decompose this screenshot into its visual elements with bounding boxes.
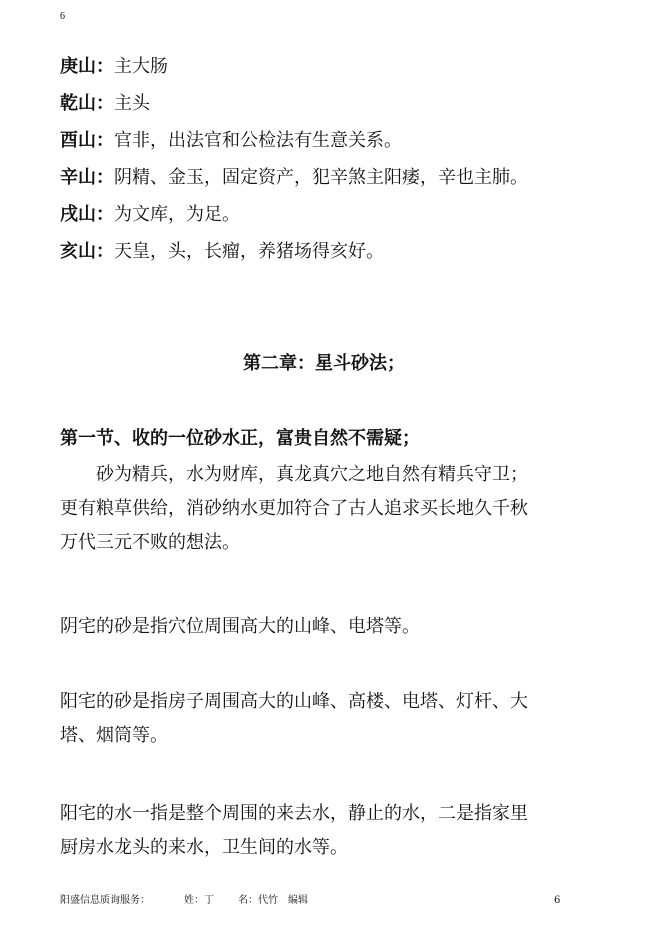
footer-page-number: 6: [554, 895, 561, 906]
entry-key: 酉山：: [60, 130, 114, 151]
entry-xu-shan: [60, 203, 240, 227]
entry-text: 阴精、金玉，固定资产，犯辛煞主阳痿，辛也主肺。: [114, 167, 528, 188]
entry-key: 亥山：: [60, 241, 114, 262]
entry-you-shan: [60, 129, 402, 153]
chapter-title: 第二章：星斗砂法；: [243, 353, 405, 374]
entry-text: 天皇，头，长瘤，养猪场得亥好。: [114, 241, 384, 262]
paragraph-line: 厨房水龙头的来水，卫生间的水等。: [60, 837, 348, 858]
entry-text: 为文库，为足。: [114, 204, 240, 225]
footer-service: 阳盛信息质询服务：: [60, 895, 150, 906]
paragraph-yin-house-sand: [60, 610, 580, 644]
paragraph-line: 万代三元不败的想法。: [60, 532, 240, 553]
paragraph-line: 阳宅的砂是指房子周围高大的山峰、高楼、电塔、灯杆、大: [60, 691, 528, 712]
entry-xin-shan: [60, 166, 528, 190]
paragraph-line: 塔、烟筒等。: [60, 725, 168, 746]
header-page-number: 6: [60, 11, 65, 22]
section-title: 第一节、收的一位砂水正，富贵自然不需疑；: [60, 428, 420, 449]
paragraph-yang-house-sand: [60, 685, 580, 753]
entry-key: 乾山：: [60, 93, 114, 114]
paragraph-intro: [60, 458, 580, 560]
paragraph-yang-house-water: [60, 797, 580, 865]
footer-role: 编辑: [288, 895, 308, 906]
entry-key: 戌山：: [60, 204, 114, 225]
entry-text: 主头: [114, 93, 150, 114]
entry-key: 庚山：: [60, 56, 114, 77]
paragraph-line: 阳宅的水一指是整个周围的来去水，静止的水，二是指家里: [60, 803, 528, 824]
entry-geng-shan: [60, 55, 168, 79]
entry-qian-shan: [60, 92, 150, 116]
entry-text: 官非，出法官和公检法有生意关系。: [114, 130, 402, 151]
footer-name: 名：代竹: [238, 895, 278, 906]
entry-key: 辛山：: [60, 167, 114, 188]
footer-surname: 姓：丁: [184, 895, 214, 906]
paragraph-line: 砂为精兵，水为财库，真龙真穴之地自然有精兵守卫；: [60, 464, 528, 485]
entry-text: 主大肠: [114, 56, 168, 77]
paragraph-line: 阴宅的砂是指穴位周围高大的山峰、电塔等。: [60, 616, 420, 637]
entry-hai-shan: [60, 240, 384, 264]
paragraph-line: 更有粮草供给，消砂纳水更加符合了古人追求买长地久千秋: [60, 498, 528, 519]
page-footer: [60, 893, 590, 909]
